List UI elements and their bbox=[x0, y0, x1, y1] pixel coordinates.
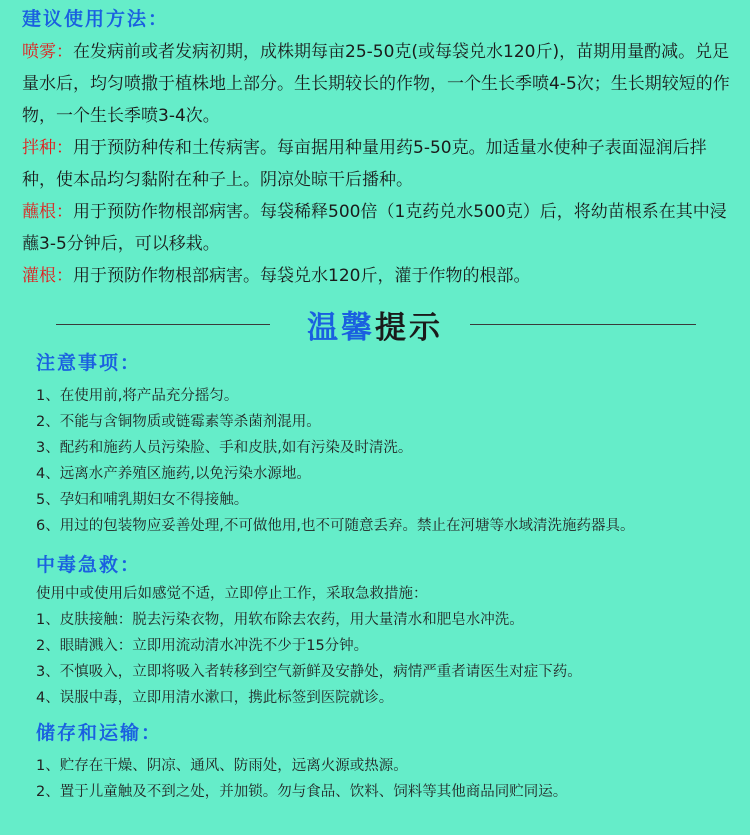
storage-title: 储存和运输： bbox=[36, 722, 163, 744]
list-item: 5、孕妇和哺乳期妇女不得接触。 bbox=[36, 492, 249, 508]
list-item: 2、置于儿童触及不到之处，并加锁。勿与食品、饮料、饲料等其他商品同贮同运。 bbox=[36, 784, 568, 800]
list-item: 使用中或使用后如感觉不适，立即停止工作，采取急救措施： bbox=[36, 586, 428, 602]
storage-list bbox=[36, 753, 736, 805]
banner-divider-right bbox=[470, 324, 696, 325]
usage-item-seed-dressing bbox=[22, 132, 734, 196]
usage-label-root-dip: 蘸根： bbox=[22, 202, 73, 222]
list-item: 6、用过的包装物应妥善处理,不可做他用,也不可随意丢弃。禁止在河塘等水域清洗施药器具。 bbox=[36, 518, 635, 534]
usage-title: 建议使用方法： bbox=[22, 8, 170, 30]
usage-text-spray: 在发病前或者发病初期，成株期每亩25-50克(或每袋兑水120斤)，苗期用量酌减。兑足量水后，均匀喷撒于植株地上部分。生长期较长的作物，一个生长季喷4-5次；生长期较短的作物，一个生长季喷3-4次。 bbox=[22, 42, 730, 126]
list-item: 2、眼睛溅入：立即用流动清水冲洗不少于15分钟。 bbox=[36, 638, 369, 654]
list-item: 1、在使用前,将产品充分摇匀。 bbox=[36, 388, 239, 404]
banner-title-part1: 温馨 bbox=[307, 310, 375, 346]
usage-text-root-dip: 用于预防作物根部病害。每袋稀释500倍（1克药兑水500克）后，将幼苗根系在其中浸蘸3-5分钟后，可以移栽。 bbox=[22, 202, 727, 254]
usage-item-root-dip bbox=[22, 196, 734, 260]
banner-title-part2: 提示 bbox=[375, 310, 443, 346]
precautions-title: 注意事项： bbox=[36, 352, 142, 374]
list-item: 1、贮存在干燥、阴凉、通风、防雨处，远离火源或热源。 bbox=[36, 758, 408, 774]
first-aid-title: 中毒急救： bbox=[36, 554, 142, 576]
usage-label-spray: 喷雾： bbox=[22, 42, 73, 62]
list-item: 4、远离水产养殖区施药,以免污染水源地。 bbox=[36, 466, 311, 482]
usage-text-root-drench: 用于预防作物根部病害。每袋兑水120斤，灌于作物的根部。 bbox=[73, 266, 531, 286]
list-item: 2、不能与含铜物质或链霉素等杀菌剂混用。 bbox=[36, 414, 321, 430]
usage-label-seed-dressing: 拌种： bbox=[22, 138, 73, 158]
usage-text-seed-dressing: 用于预防种传和土传病害。每亩据用种量用药5-50克。加适量水使种子表面湿润后拌种，使本品均匀黏附在种子上。阴凉处晾干后播种。 bbox=[22, 138, 707, 190]
precautions-list bbox=[36, 383, 736, 539]
usage-item-root-drench bbox=[22, 260, 734, 292]
list-item: 3、不慎吸入，立即将吸入者转移到空气新鲜及安静处，病情严重者请医生对症下药。 bbox=[36, 664, 582, 680]
usage-item-spray bbox=[22, 36, 734, 132]
usage-label-root-drench: 灌根： bbox=[22, 266, 73, 286]
list-item: 1、皮肤接触：脱去污染衣物，用软布除去农药，用大量清水和肥皂水冲洗。 bbox=[36, 612, 524, 628]
list-item: 3、配药和施药人员污染脸、手和皮肤,如有污染及时清洗。 bbox=[36, 440, 413, 456]
list-item: 4、误服中毒，立即用清水漱口，携此标签到医院就诊。 bbox=[36, 690, 394, 706]
first-aid-list bbox=[36, 581, 736, 711]
